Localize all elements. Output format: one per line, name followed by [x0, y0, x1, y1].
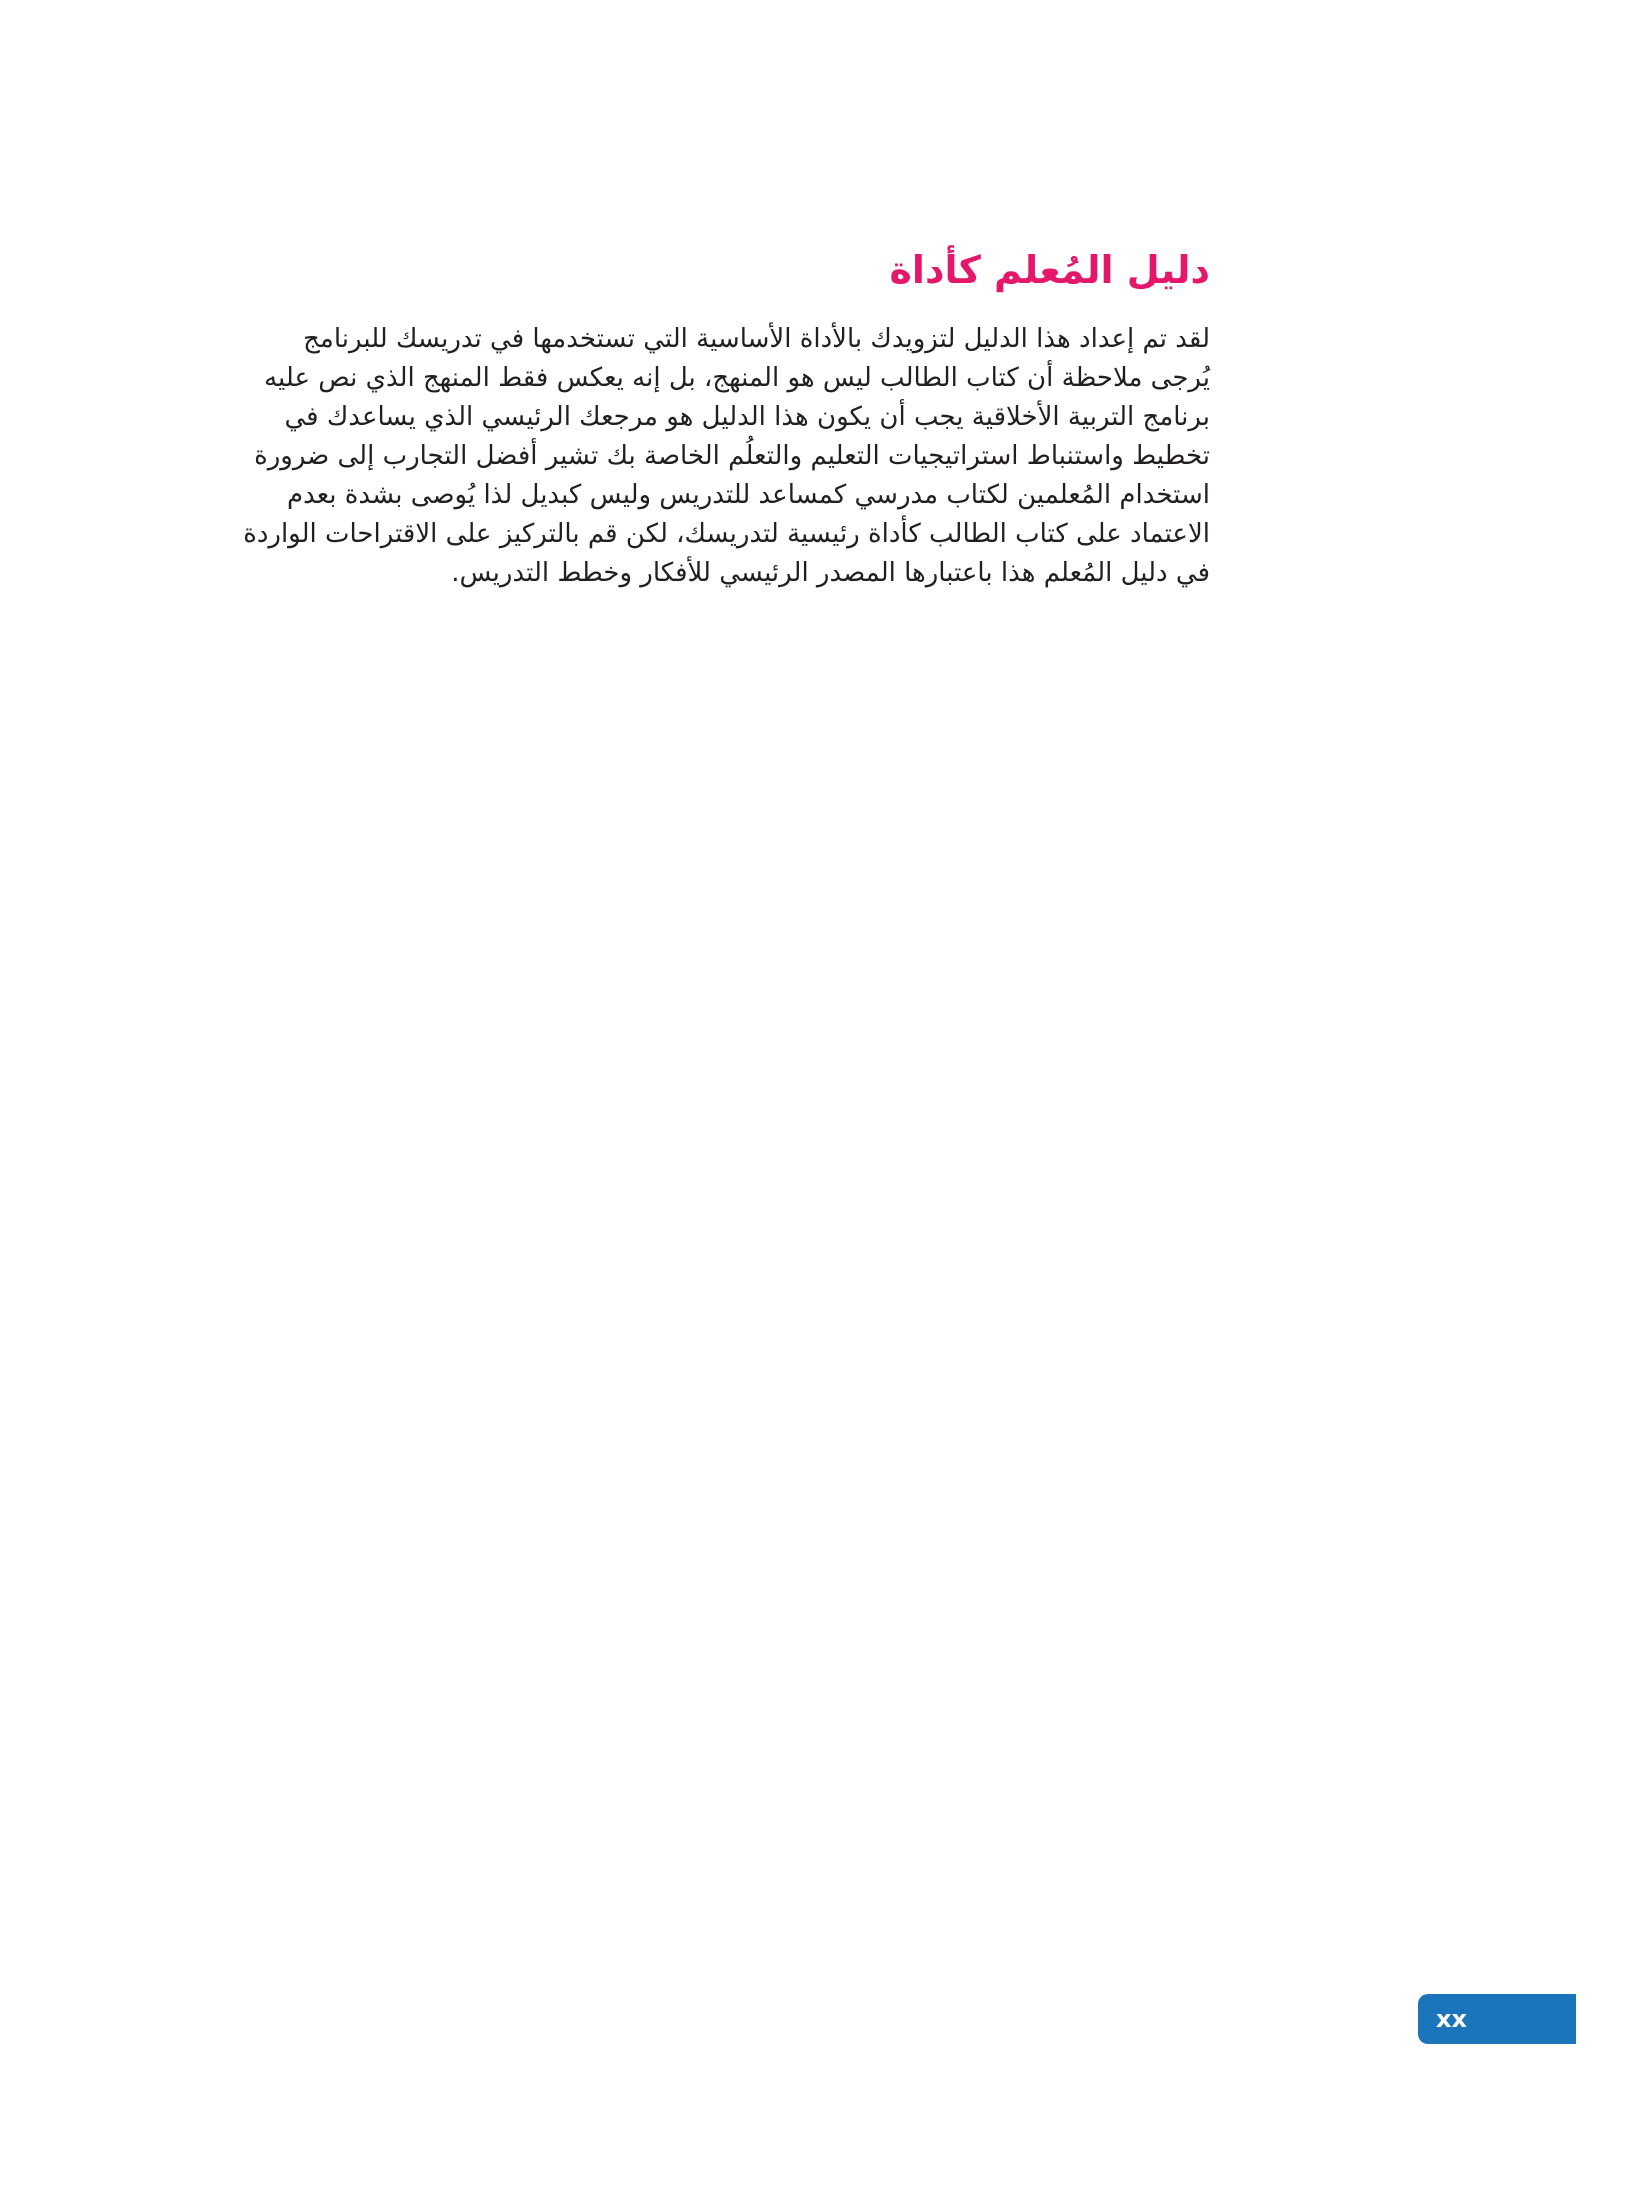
- teacher-guide-section: [243, 240, 1210, 593]
- paragraph-line: برنامج التربية الأخلاقية يجب أن يكون هذا الدليل هو مرجعك الرئيسي الذي يساعدك في: [284, 402, 1210, 432]
- body-paragraph: [243, 320, 1210, 593]
- page-number: xx: [1436, 2005, 1467, 2033]
- paragraph-line: الاعتماد على كتاب الطالب كأداة رئيسية لتدريسك، لكن قم بالتركيز على الاقتراحات الواردة: [243, 519, 1210, 549]
- page-number-tab: [1418, 1994, 1576, 2044]
- paragraph-line: في دليل المُعلم هذا باعتبارها المصدر الرئيسي للأفكار وخطط التدريس.: [451, 558, 1210, 588]
- paragraph-line: يُرجى ملاحظة أن كتاب الطالب ليس هو المنهج، بل إنه يعكس فقط المنهج الذي نص عليه: [264, 363, 1210, 393]
- section-title: دليل المُعلم كأداة: [889, 248, 1210, 292]
- paragraph-line: لقد تم إعداد هذا الدليل لتزويدك بالأداة الأساسية التي تستخدمها في تدريسك للبرنامج: [303, 324, 1210, 354]
- paragraph-line: استخدام المُعلمين لكتاب مدرسي كمساعد للتدريس وليس كبديل لذا يُوصى بشدة بعدم: [287, 480, 1210, 510]
- paragraph-line: تخطيط واستنباط استراتيجيات التعليم والتعلُم الخاصة بك تشير أفضل التجارب إلى ضرورة: [254, 441, 1210, 471]
